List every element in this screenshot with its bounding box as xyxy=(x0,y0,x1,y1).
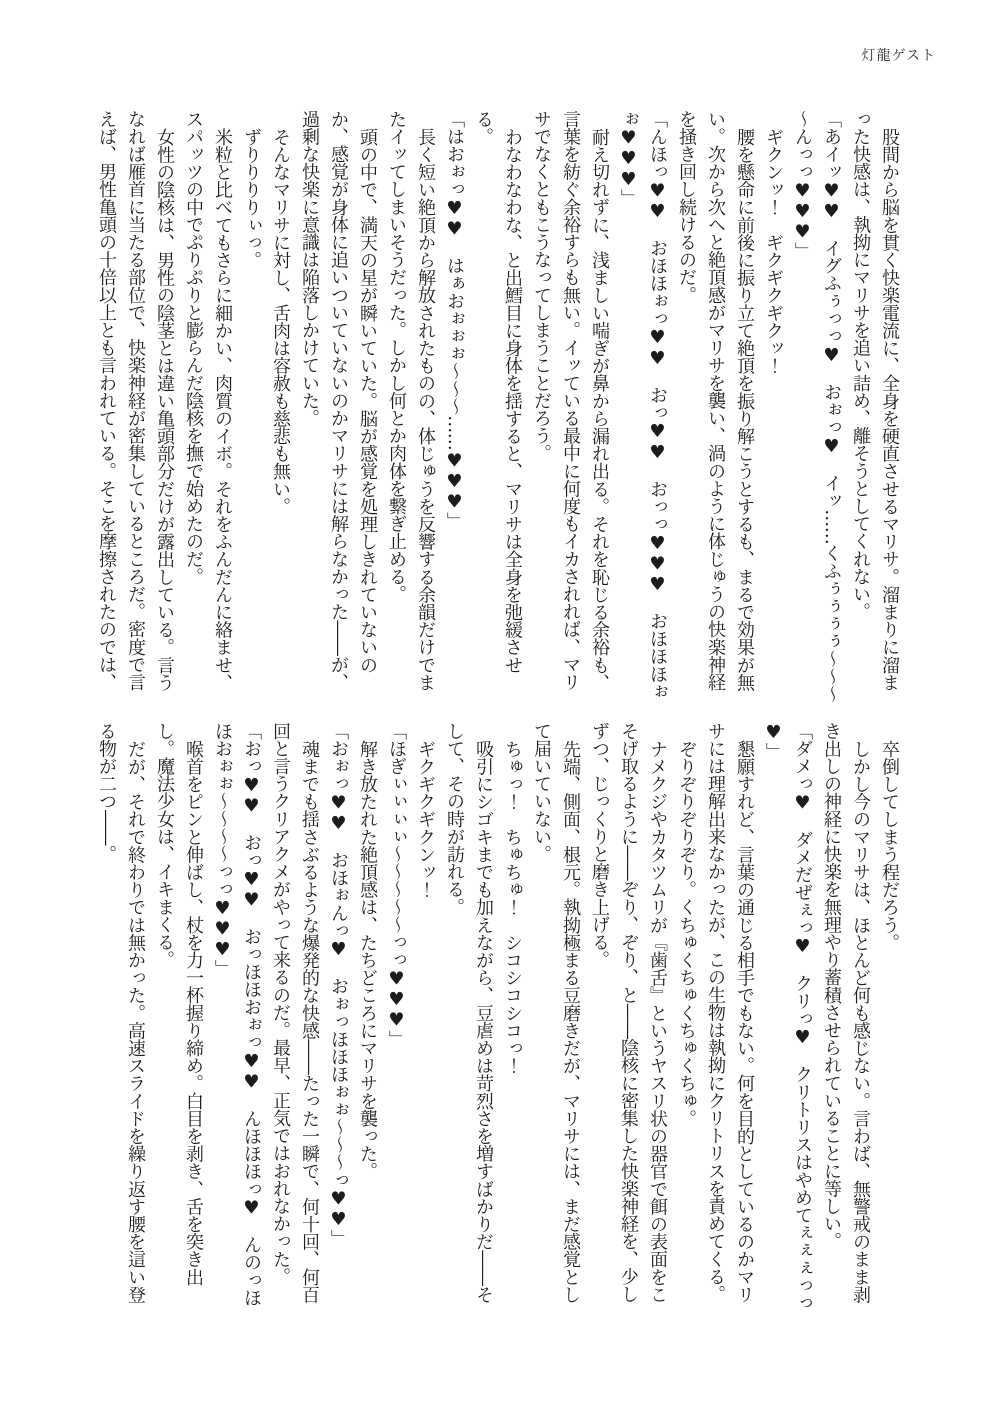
paragraph: 卒倒してしまう程だろう。 xyxy=(879,740,900,952)
paragraph: 耐え切れずに、浅ましい喘ぎが鼻から漏れ出る。それを恥じる余裕も、言葉を紡ぐ余裕すらも無い。イッている最中に何度もイカされれば、マリサでなくともこうなってしまうことだろう。 xyxy=(531,110,610,692)
paragraph: 吸引にシゴキまでも加えながら、豆虐めは苛烈さを増すばかりだ――そして、その時が訪れる。 xyxy=(444,722,494,1304)
paragraph: 「ダメっ♥ ダメだぜぇっ♥ クリっ♥ クリトリスはやめてぇぇぇっっ♥」 xyxy=(763,722,813,1312)
paragraph: 長く短い絶頂から解放されたものの、体じゅうを反響する余韻だけでまたイッてしまいそうだった。しかし何とか肉体を繋ぎ止める。 xyxy=(386,110,436,692)
paragraph: 頭の中で、満天の星が瞬いていた。脳が感覚を処理しきれていないのか、感覚が身体に追いついていないのかマリサには解らなかった――が、過剰な快楽に意識は陥落しかけていた。 xyxy=(299,110,378,691)
paragraph: 股間から脳を貫く快楽電流に、全身を硬直させるマリサ。溜まりに溜まった快感は、執拗にマリサを追い詰め、離そうとしてくれない。 xyxy=(850,110,900,692)
paragraph: しかし今のマリサは、ほとんど何も感じない。言わば、無警戒のまま剥き出しの神経に快楽を無理やり蓄積させられていることに等しい。 xyxy=(821,722,871,1304)
paragraph: 先端、側面、根元。執拗極まる豆磨きだが、マリサには、まだ感覚として届いていない。 xyxy=(531,722,581,1304)
paragraph: 「あイッ♥♥ イグふぅっっ♥ おぉっ♥ イッ……くふぅぅぅぅ～～～～んっっ♥♥♥」 xyxy=(792,110,842,703)
paragraph: ギクギクギクンッ！ xyxy=(415,740,436,899)
paragraph: 「はおぉっ♥♥ はぁおぉぉぉ～～～……♥♥♥」 xyxy=(444,110,465,530)
paragraph: だが、それで終わりでは無かった。高速スライドを繰り返す腰を這い登る物が二つ――。 xyxy=(96,722,146,1304)
paragraph: ギクンッ！ ギクギクギクッ！ xyxy=(763,128,784,375)
paragraph: ぞりぞりぞりぞり。くちゅくちゅくちゅくちゅ。 xyxy=(676,740,697,1128)
text-block-lower xyxy=(92,722,904,1318)
paragraph: ちゅっ！ ちゅちゅ！ シコシコシコっ！ xyxy=(502,740,523,1075)
paragraph: 腰を懸命に前後に振り立て絶頂を振り解こうとするも、まるで効果が無い。次から次へと絶頂感がマリサを襲い、渦のように体じゅうの快楽神経を掻き回し続けるのだ。 xyxy=(676,110,755,692)
paragraph: ナメクジやカタツムリが『歯舌』というヤスリ状の器官で餌の表面をこそげ取るように――ぞり、ぞり、と――陰核に密集した快楽神経を、少しずつ、じっくりと磨き上げる。 xyxy=(589,722,668,1304)
page-header-title: 灯龍ゲスト xyxy=(861,48,936,64)
paragraph: そんなマリサに対し、舌肉は容赦も慈悲も無い。 xyxy=(270,128,291,516)
paragraph: 米粒と比べてもさらに細かい、肉質のイボ。それをふんだんに絡ませ、スパッツの中でぷりぷりと膨らんだ陰核を撫で始めたのだ。 xyxy=(183,110,233,692)
paragraph: わなわなわな、と出鱈目に身体を揺すると、マリサは全身を弛緩させる。 xyxy=(473,110,523,674)
paragraph: 魂までも揺さぶるような爆発的な快感――たった一瞬で、何十回、何百回と言うクリアクメがやって来るのだ。最早、正気ではおれなかった。 xyxy=(270,722,320,1304)
paragraph: ずりりりりぃっ。 xyxy=(241,128,262,269)
paragraph: 「ほぎぃぃぃぃ～～～～～っっ♥♥♥」 xyxy=(386,722,407,1048)
paragraph: 女性の陰核は、男性の陰茎とは違い亀頭部分だけが露出している。言うなれば雁首に当たる部位で、快楽神経が密集しているところだ。密度で言えば、男性亀頭の十倍以上とも言われている。そこを摩擦されたのでは、 xyxy=(96,110,175,692)
paragraph: 「おぉっ♥♥ おほぉんっ♥ おぉっほほほぉぉ～～～っ♥♥」 xyxy=(328,722,349,1248)
paragraph: 喉首をピンと伸ばし、杖を力一杯握り締め。白目を剥き、舌を突き出し。魔法少女は、イキまくる。 xyxy=(154,722,204,1286)
paragraph: 「んほっ♥♥ おほほぉっ♥♥ おっ♥♥ おっっ♥♥♥ おほほほぉぉ♥♥♥」 xyxy=(618,110,668,701)
text-block-upper xyxy=(92,110,904,706)
paragraph: 懇願すれど、言葉の通じる相手でもない。何を目的としているのかマリサには理解出来なかったが、この生物は執拗にクリトリスを責めてくる。 xyxy=(705,722,755,1304)
paragraph: 「おっ♥♥ おっ♥♥ おっほほおぉっ♥♥ んほほほっ♥ んのっほほおぉぉ～～～～っっ♥♥♥」 xyxy=(212,722,262,1307)
paragraph: 解き放たれた絶頂感は、たちどころにマリサを襲った。 xyxy=(357,740,378,1181)
